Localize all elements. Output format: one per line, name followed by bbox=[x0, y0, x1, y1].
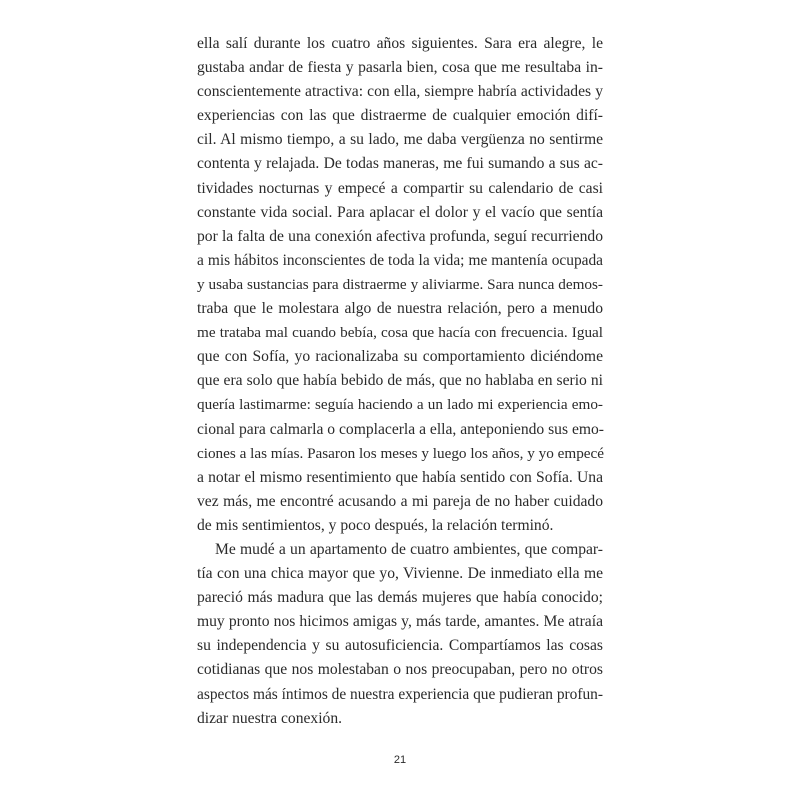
text-line: tividades nocturnas y empecé a compartir su calendario de casi bbox=[197, 179, 603, 197]
paragraph-2 bbox=[197, 538, 603, 731]
text-line: me trataba mal cuando bebía, cosa que hacía con frecuencia. Igual bbox=[197, 324, 603, 342]
text-line: muy pronto nos hicimos amigas y, más tarde, amantes. Me atraía bbox=[197, 613, 603, 631]
text-line: traba que le molestara algo de nuestra relación, pero a menudo bbox=[197, 300, 603, 318]
paragraph-1 bbox=[197, 32, 603, 538]
text-line: Me mudé a un apartamento de cuatro ambientes, que compar- bbox=[215, 540, 603, 558]
text-line: constante vida social. Para aplacar el dolor y el vacío que sentía bbox=[197, 203, 603, 221]
text-line: por la falta de una conexión afectiva profunda, seguí recurriendo bbox=[197, 227, 603, 245]
text-line: experiencias con las que distraerme de cualquier emoción difí- bbox=[197, 107, 603, 125]
body-text bbox=[197, 32, 603, 731]
text-line: quería lastimarme: seguía haciendo a un lado mi experiencia emo- bbox=[197, 396, 603, 414]
text-line: pareció más madura que las demás mujeres que había conocido; bbox=[197, 589, 603, 607]
text-line: contenta y relajada. De todas maneras, me fui sumando a sus ac- bbox=[197, 155, 603, 173]
text-line: y usaba sustancias para distraerme y aliviarme. Sara nunca demos- bbox=[197, 275, 603, 293]
text-line: gustaba andar de fiesta y pasarla bien, cosa que me resultaba in- bbox=[197, 59, 603, 77]
text-line: a notar el mismo resentimiento que había sentido con Sofía. Una bbox=[197, 468, 603, 486]
text-line: cotidianas que nos molestaban o nos preocupaban, pero no otros bbox=[197, 661, 603, 679]
text-line: que era solo que había bebido de más, que no hablaba en serio ni bbox=[197, 372, 603, 390]
text-line: aspectos más íntimos de nuestra experiencia que pudieran profun- bbox=[197, 685, 604, 703]
text-line: que con Sofía, yo racionalizaba su comportamiento diciéndome bbox=[197, 348, 603, 366]
text-line: cil. Al mismo tiempo, a su lado, me daba vergüenza no sentirme bbox=[197, 131, 603, 149]
text-line: su independencia y su autosuficiencia. Compartíamos las cosas bbox=[197, 637, 603, 655]
text-line: tía con una chica mayor que yo, Vivienne. De inmediato ella me bbox=[197, 565, 603, 583]
page-number: 21 bbox=[393, 754, 407, 766]
text-line: ciones a las mías. Pasaron los meses y luego los años, y yo empecé bbox=[197, 444, 605, 462]
text-line: dizar nuestra conexión. bbox=[197, 709, 343, 727]
text-line: a mis hábitos inconscientes de toda la vida; me mantenía ocupada bbox=[197, 251, 603, 269]
text-line: de mis sentimientos, y poco después, la relación terminó. bbox=[197, 516, 554, 534]
text-line: cional para calmarla o complacerla a ella, anteponiendo sus emo- bbox=[197, 420, 604, 438]
text-line: vez más, me encontré acusando a mi pareja de no haber cuidado bbox=[197, 492, 603, 510]
text-line: conscientemente atractiva: con ella, siempre habría actividades y bbox=[197, 83, 603, 101]
text-line: ella salí durante los cuatro años siguientes. Sara era alegre, le bbox=[197, 35, 603, 52]
